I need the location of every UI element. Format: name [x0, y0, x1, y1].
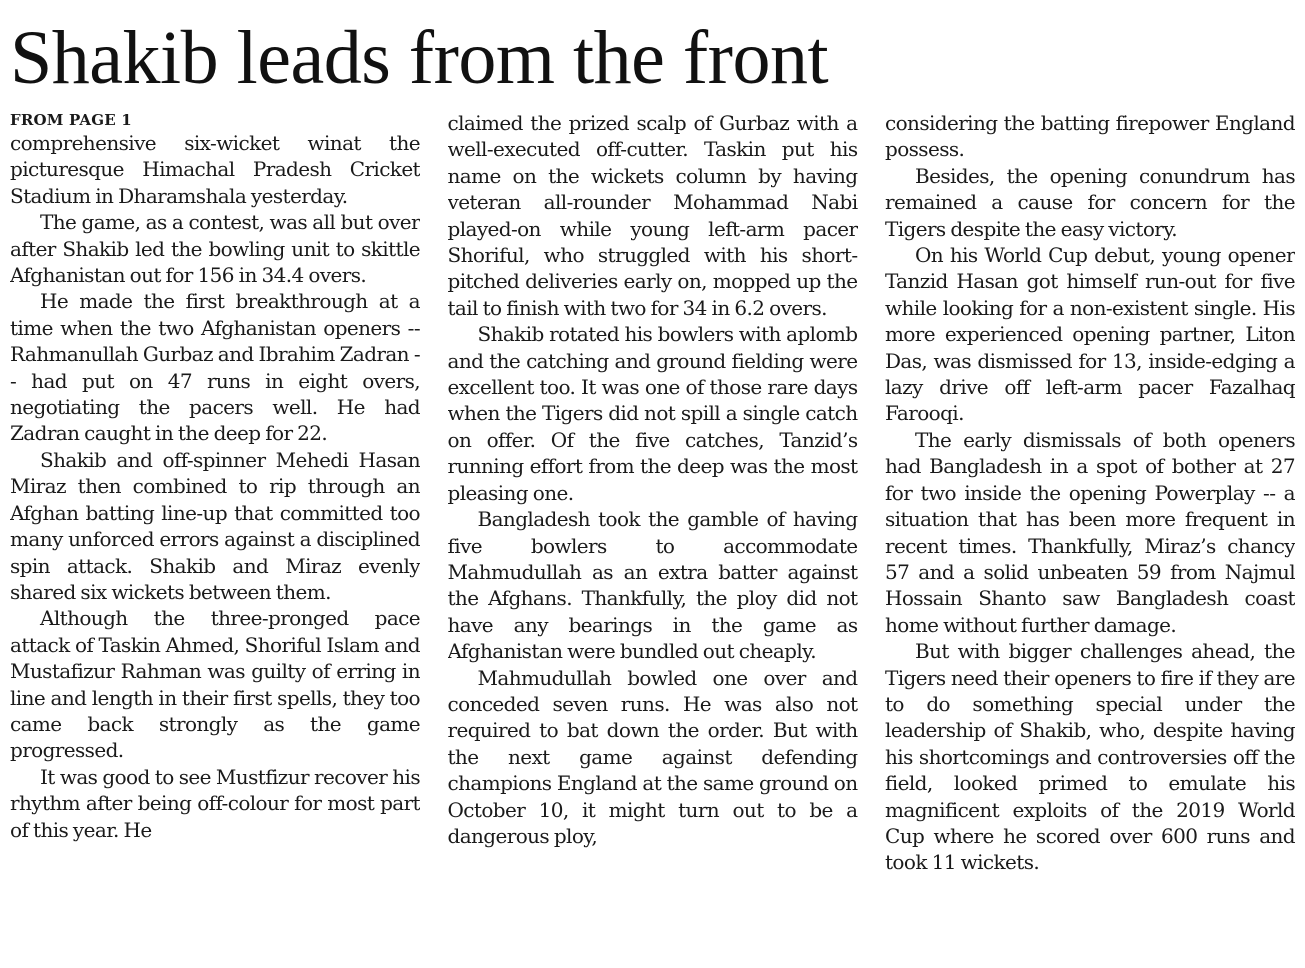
paragraph: Besides, the opening conundrum has remained a cause for concern for the Tigers despite the easy victory. — [885, 163, 1295, 241]
paragraph: considering the batting firepower England possess. — [885, 111, 1295, 162]
paragraph: It was good to see Mustfizur recover his rhythm after being off-colour for most part of this year. He — [10, 764, 420, 842]
paragraph: The early dismissals of both openers had Bangladesh in a spot of bother at 27 for two inside the opening Powerplay -- a situation that has been more frequent in recent times. Thankfully, Miraz’s chancy 57 and a solid unbeaten 59 from Najmul Hossain Shanto saw Bangladesh coast home without further damage. — [885, 427, 1295, 637]
paragraph: claimed the prized scalp of Gurbaz with a well-executed off-cutter. Taskin put his name on the wickets column by having veteran all-rounder Mohammad Nabi played-on while young left-arm pacer Shoriful, who struggled with his short-pitched deliveries early on, mopped up the tail to finish with two for 34 in 6.2 overs. — [447, 111, 858, 320]
paragraph: He made the first breakthrough at a time when the two Afghanistan openers -- Rahmanullah Gurbaz and Ibrahim Zadran -- had put on 47 runs in eight overs, negotiating the pacers well. He had Zadran caught in the deep for 22. — [10, 289, 420, 446]
paragraph: But with bigger challenges ahead, the Tigers need their openers to fire if they are to do something special under the leadership of Shakib, who, despite having his shortcomings and controversies off the field, looked primed to emulate his magnificent exploits of the 2019 World Cup where he scored over 600 runs and took 11 wickets. — [885, 639, 1295, 875]
column-1 — [10, 110, 420, 960]
paragraph: On his World Cup debut, young opener Tanzid Hasan got himself run-out for five while looking for a non-existent single. His more experienced opening partner, Liton Das, was dismissed for 13, inside-edging a lazy drive off left-arm pacer Fazalhaq Farooqi. — [885, 243, 1295, 426]
paragraph: Mahmudullah bowled one over and conceded seven runs. He was also not required to bat down the order. But with the next game against defending champions England at the same ground on October 10, it might turn out to be a dangerous ploy, — [447, 665, 858, 848]
continued-from-kicker: FROM PAGE 1 — [10, 111, 132, 129]
column-2 — [448, 110, 858, 960]
paragraph: comprehensive six-wicket winat the picturesque Himachal Pradesh Cricket Stadium in Dharamshala yesterday. — [10, 131, 420, 208]
headline: Shakib leads from the front — [10, 16, 829, 100]
paragraph: Bangladesh took the gamble of having five bowlers to accommodate Mahmudullah as an extra batter against the Afghans. Thankfully, the ploy did not have any bearings in the game as Afghanistan were bundled out cheaply. — [447, 507, 858, 664]
article-body — [10, 110, 1295, 960]
paragraph: Shakib and off-spinner Mehedi Hasan Miraz then combined to rip through an Afghan batting line-up that committed too many unforced errors against a disciplined spin attack. Shakib and Miraz evenly shared six wickets between them. — [10, 447, 420, 604]
paragraph: Shakib rotated his bowlers with aplomb and the catching and ground fielding were excellent too. It was one of those rare days when the Tigers did not spill a single catch on offer. Of the five catches, Tanzid’s running effort from the deep was the most pleasing one. — [447, 322, 858, 505]
column-3 — [885, 110, 1295, 960]
paragraph: Although the three-pronged pace attack of Taskin Ahmed, Shoriful Islam and Mustafizur Rahman was guilty of erring in line and length in their first spells, they too came back strongly as the game progressed. — [10, 606, 420, 763]
paragraph: The game, as a contest, was all but over after Shakib led the bowling unit to skittle Afghanistan out for 156 in 34.4 overs. — [10, 210, 420, 288]
